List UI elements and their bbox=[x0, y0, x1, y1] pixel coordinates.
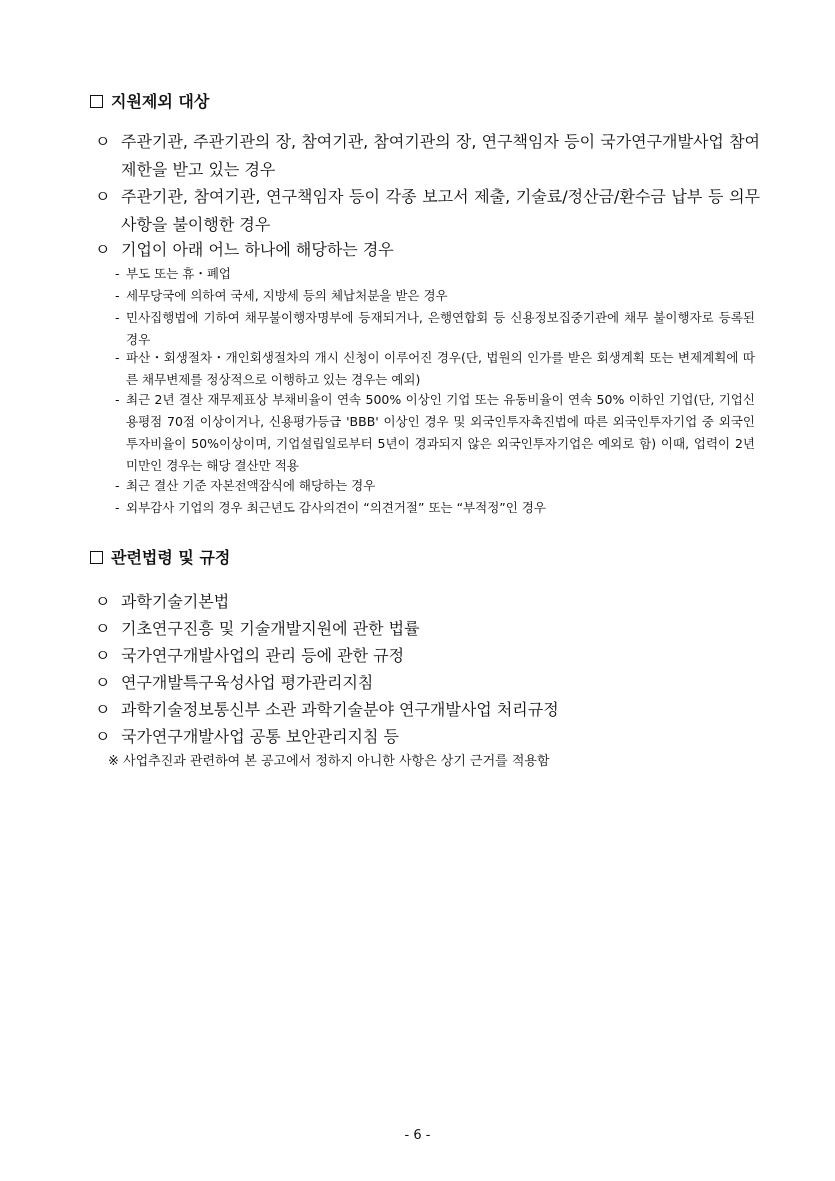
list-item: ㅇ 국가연구개발사업 공통 보안관리지침 등 bbox=[95, 723, 760, 751]
dash-bullet-icon: - bbox=[115, 288, 120, 303]
sub-list-item: - 민사집행법에 기하여 채무불이행자명부에 등재되거나, 은행연합회 등 신용정보집중기관에 채무 불이행자로 등록된 경우 bbox=[115, 307, 755, 351]
circle-bullet-icon: ㅇ bbox=[95, 727, 111, 746]
list-item: ㅇ 기업이 아래 어느 하나에 해당하는 경우 bbox=[95, 236, 760, 264]
list-item: ㅇ 연구개발특구육성사업 평가관리지침 bbox=[95, 669, 760, 697]
list-item: ㅇ 주관기관, 주관기관의 장, 참여기관, 참여기관의 장, 연구책임자 등이 국가연구개발사업 참여제한을 받고 있는 경우 bbox=[95, 128, 760, 184]
circle-bullet-icon: ㅇ bbox=[95, 240, 111, 259]
sub-list-item: - 외부감사 기업의 경우 최근년도 감사의견이 “의견거절” 또는 “부적정”인 경우 bbox=[115, 497, 755, 519]
list-item: ㅇ 기초연구진흥 및 기술개발지원에 관한 법률 bbox=[95, 615, 760, 643]
checkbox-square-icon bbox=[90, 95, 103, 108]
checkbox-square-icon bbox=[90, 551, 103, 564]
list-item: ㅇ 과학기술정보통신부 소관 과학기술분야 연구개발사업 처리규정 bbox=[95, 696, 760, 724]
circle-bullet-icon: ㅇ bbox=[95, 592, 111, 611]
dash-bullet-icon: - bbox=[115, 266, 120, 281]
sub-list-item: - 최근 2년 결산 재무제표상 부채비율이 연속 500% 이상인 기업 또는 유동비율이 연속 50% 이하인 기업(단, 기업신용평점 70점 이상이거나, 신용평가등급 'BBB' 이상인 경우 및 외국인투자촉진법에 따른 외국인투자기업 중 외국인투자비율이 50%이상이며, 기업설립일로부터 5년이 경과되지 않은 외국인투자기업은 예외로 함) 이때, 업력이 2년 미만인 경우는 해당 결산만 적용 bbox=[115, 389, 755, 477]
circle-bullet-icon: ㅇ bbox=[95, 700, 111, 719]
sub-list-item: - 세무당국에 의하여 국세, 지방세 등의 체납처분을 받은 경우 bbox=[115, 285, 755, 307]
note-text: ※ 사업추진과 관련하여 본 공고에서 정하지 아니한 사항은 상기 근거를 적용함 bbox=[108, 754, 550, 769]
circle-bullet-icon: ㅇ bbox=[95, 646, 111, 665]
section-heading-laws: 관련법령 및 규정 bbox=[90, 546, 230, 570]
dash-bullet-icon: - bbox=[115, 310, 120, 325]
dash-bullet-icon: - bbox=[115, 350, 120, 365]
sub-list-item: - 파산・회생절차・개인회생절차의 개시 신청이 이루어진 경우(단, 법원의 인가를 받은 회생계획 또는 변제계획에 따른 채무변제를 정상적으로 이행하고 있는 경우는 예외) bbox=[115, 347, 755, 391]
page-number: - 6 - bbox=[404, 1128, 431, 1143]
circle-bullet-icon: ㅇ bbox=[95, 619, 111, 638]
list-item: ㅇ 과학기술기본법 bbox=[95, 588, 760, 616]
list-item: ㅇ 주관기관, 참여기관, 연구책임자 등이 각종 보고서 제출, 기술료/정산금/환수금 납부 등 의무사항을 불이행한 경우 bbox=[95, 183, 760, 239]
dash-bullet-icon: - bbox=[115, 500, 120, 515]
circle-bullet-icon: ㅇ bbox=[95, 187, 111, 206]
sub-list-item: - 최근 결산 기준 자본전액잠식에 해당하는 경우 bbox=[115, 475, 755, 497]
dash-bullet-icon: - bbox=[115, 392, 120, 407]
section-heading-exclusion: 지원제외 대상 bbox=[90, 90, 209, 114]
sub-list-item: - 부도 또는 휴・폐업 bbox=[115, 263, 755, 285]
dash-bullet-icon: - bbox=[115, 478, 120, 493]
list-item: ㅇ 국가연구개발사업의 관리 등에 관한 규정 bbox=[95, 642, 760, 670]
circle-bullet-icon: ㅇ bbox=[95, 673, 111, 692]
circle-bullet-icon: ㅇ bbox=[95, 132, 111, 151]
